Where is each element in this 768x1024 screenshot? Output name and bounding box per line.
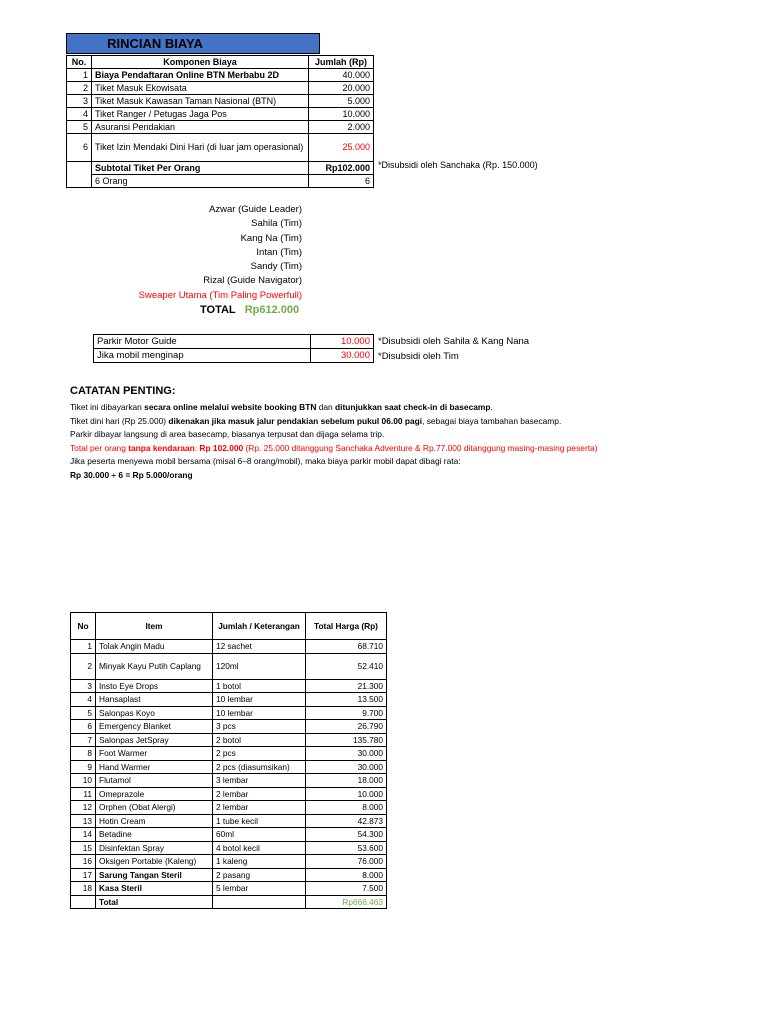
med-total-row: [71, 895, 387, 909]
med-row: [71, 640, 387, 654]
cost-row-no: 2: [67, 82, 92, 95]
med-row: [71, 733, 387, 747]
med-row-no: 6: [71, 720, 96, 734]
person-item: Sweaper Utama (Tim Paling Powerfull): [138, 289, 302, 301]
cost-row-amount: 2.000: [309, 121, 374, 134]
cost-row-amount: 25.000: [309, 134, 374, 162]
med-row: [71, 774, 387, 788]
cost-row-item: Asuransi Pendakian: [92, 121, 309, 134]
med-row-qty: 120ml: [213, 653, 306, 679]
med-row-no: 17: [71, 868, 96, 882]
med-row-no: 1: [71, 640, 96, 654]
med-row-no: 16: [71, 855, 96, 869]
med-row-no: 14: [71, 828, 96, 842]
med-row-price: 9.700: [306, 706, 387, 720]
people-count-value: 6: [309, 175, 374, 188]
parking-row: [94, 335, 374, 349]
note-text: dan: [316, 402, 336, 412]
subtotal-blank: [67, 162, 92, 188]
med-row-qty: 2 lembar: [213, 787, 306, 801]
note-line: [70, 442, 710, 456]
med-row-price: 68.710: [306, 640, 387, 654]
parking-note: *Disubsidi oleh Sahila & Kang Nana: [378, 336, 530, 347]
subtotal-value: Rp102.000: [309, 162, 374, 175]
med-row-no: 10: [71, 774, 96, 788]
med-row: [71, 706, 387, 720]
med-row-no: 12: [71, 801, 96, 815]
med-row-qty: 2 pcs (diasumsikan): [213, 760, 306, 774]
person-item: Azwar (Guide Leader): [209, 204, 302, 215]
cost-row-item: Tiket Izin Mendaki Dini Hari (di luar jam operasional): [92, 134, 309, 162]
med-row-price: 135.780: [306, 733, 387, 747]
cost-row-amount: 40.000: [309, 69, 374, 82]
med-row-qty: 3 lembar: [213, 774, 306, 788]
header-no: No.: [67, 56, 92, 69]
med-row: [71, 828, 387, 842]
note-text: (Rp. 25.000 ditanggung Sanchaka Adventure & Rp.77.000 ditanggung masing-masing peserta): [243, 442, 598, 453]
note-text: Total per orang: [70, 442, 129, 453]
notes-section: [70, 385, 710, 483]
cost-table: [66, 55, 374, 188]
page-title: RINCIAN BIAYA: [107, 36, 203, 51]
med-row: [71, 747, 387, 761]
note-line: Parkir dibayar langsung di area basecamp, biasanya terpusat dan dijaga selama trip.: [70, 429, 385, 440]
med-row-item: Disinfektan Spray: [96, 841, 213, 855]
note-bold: ditunjukkan saat check-in di basecamp: [335, 402, 491, 412]
parking-amount: 10.000: [311, 335, 374, 349]
med-row-price: 76.000: [306, 855, 387, 869]
med-row-item: Hansaplast: [96, 693, 213, 707]
med-row-item: Oksigen Portable (Kaleng): [96, 855, 213, 869]
med-row-price: 8.000: [306, 801, 387, 815]
med-row-item: Minyak Kayu Putih Caplang: [96, 653, 213, 679]
note-text: :: [194, 442, 200, 453]
med-row-item: Salonpas Koyo: [96, 706, 213, 720]
person-item: Kang Na (Tim): [240, 232, 302, 244]
note-line: Jika peserta menyewa mobil bersama (misal 6–8 orang/mobil), maka biaya parkir mobil dapat dibagi rata:: [70, 456, 461, 467]
cost-row-no: 3: [67, 95, 92, 108]
med-row: [71, 868, 387, 882]
cost-row: [67, 121, 374, 134]
cost-row-no: 5: [67, 121, 92, 134]
med-row-qty: 4 botol kecil: [213, 841, 306, 855]
title-bar: [66, 33, 320, 54]
med-row-price: 7.500: [306, 882, 387, 896]
med-row-item: Sarung Tangan Steril: [96, 868, 213, 882]
subsidy-note: *Disubsidi oleh Sanchaka (Rp. 150.000): [378, 160, 538, 170]
med-row-qty: 3 pcs: [213, 720, 306, 734]
med-row-price: 10.000: [306, 787, 387, 801]
cost-row-no: 6: [67, 134, 92, 162]
med-row-price: 30.000: [306, 760, 387, 774]
header-no: No: [71, 613, 96, 640]
person-item: Sahila (Tim): [251, 218, 302, 230]
cost-row: [67, 95, 374, 108]
note-text: .: [490, 402, 493, 412]
header-item: Item: [96, 613, 213, 640]
med-row-no: 15: [71, 841, 96, 855]
med-row-item: Flutamol: [96, 774, 213, 788]
med-row-qty: 2 botol: [213, 733, 306, 747]
header-total-harga: Total Harga (Rp): [306, 613, 387, 640]
cost-row-amount: 10.000: [309, 108, 374, 121]
med-row: [71, 841, 387, 855]
cost-row-no: 1: [67, 69, 92, 82]
med-row-item: Salonpas JetSpray: [96, 733, 213, 747]
med-row-price: 26.790: [306, 720, 387, 734]
cost-row-item: Biaya Pendaftaran Online BTN Merbabu 2D: [92, 69, 309, 82]
cost-row: [67, 134, 374, 162]
med-row: [71, 801, 387, 815]
med-row-item: Hotin Cream: [96, 814, 213, 828]
med-row-item: Foot Warmer: [96, 747, 213, 761]
cost-row-item: Tiket Masuk Kawasan Taman Nasional (BTN): [92, 95, 309, 108]
cost-row: [67, 108, 374, 121]
med-row: [71, 882, 387, 896]
med-row-no: 13: [71, 814, 96, 828]
med-table-body: [71, 640, 387, 896]
med-row-no: 8: [71, 747, 96, 761]
med-row-no: 4: [71, 693, 96, 707]
med-row-item: Emergency Blanket: [96, 720, 213, 734]
med-row-price: 52.410: [306, 653, 387, 679]
med-row-price: 42.873: [306, 814, 387, 828]
med-row-price: 30.000: [306, 747, 387, 761]
med-row: [71, 693, 387, 707]
parking-item: Parkir Motor Guide: [94, 335, 311, 349]
med-row: [71, 814, 387, 828]
med-row-no: 5: [71, 706, 96, 720]
person-item: Intan (Tim): [256, 246, 302, 258]
parking-note: *Disubsidi oleh Tim: [378, 351, 459, 362]
med-table: [70, 612, 387, 909]
note-bold: secara online melalui website booking BTN: [144, 402, 317, 412]
med-row-qty: 10 lembar: [213, 693, 306, 707]
med-total-blank: [213, 895, 306, 909]
med-row-no: 7: [71, 733, 96, 747]
med-row-qty: 2 pasang: [213, 868, 306, 882]
med-row: [71, 653, 387, 679]
med-total-label: Total: [96, 895, 213, 909]
parking-amount: 30.000: [311, 349, 374, 363]
parking-item: Jika mobil menginap: [94, 349, 311, 363]
parking-row: [94, 349, 374, 363]
med-row-price: 53.600: [306, 841, 387, 855]
cost-row: [67, 69, 374, 82]
med-row: [71, 679, 387, 693]
note-text: Tiket dini hari (Rp 25.000): [70, 415, 169, 426]
notes-heading: CATATAN PENTING:: [70, 385, 176, 397]
med-row-item: Tolak Angin Madu: [96, 640, 213, 654]
header-komponen: Komponen Biaya: [92, 56, 309, 69]
note-text: Tiket ini dibayarkan: [70, 402, 145, 412]
med-row-no: 18: [71, 882, 96, 896]
cost-row: [67, 82, 374, 95]
med-row-item: Orphen (Obat Alergi): [96, 801, 213, 815]
header-jumlah: Jumlah (Rp): [309, 56, 374, 69]
med-row-qty: 5 lembar: [213, 882, 306, 896]
med-row-price: 18.000: [306, 774, 387, 788]
parking-table: [93, 334, 374, 363]
med-row-price: 13.500: [306, 693, 387, 707]
med-row-price: 8.000: [306, 868, 387, 882]
med-row-qty: 1 tube kecil: [213, 814, 306, 828]
med-row-qty: 2 lembar: [213, 801, 306, 815]
med-row-qty: 2 pcs: [213, 747, 306, 761]
med-row-no: 11: [71, 787, 96, 801]
med-row-item: Kasa Steril: [96, 882, 213, 896]
header-jumlah: Jumlah / Keterangan: [213, 613, 306, 640]
total-value: Rp612.000: [244, 304, 300, 316]
cost-row-item: Tiket Ranger / Petugas Jaga Pos: [92, 108, 309, 121]
total-label: TOTAL: [200, 304, 236, 316]
med-row-qty: 1 kaleng: [213, 855, 306, 869]
med-total-value: Rp666.463: [306, 895, 387, 909]
person-item: Rizal (Guide Navigator): [203, 275, 302, 287]
note-bold: tanpa kendaraan: [128, 442, 195, 453]
med-row-item: Omeprazole: [96, 787, 213, 801]
med-row-qty: 12 sachet: [213, 640, 306, 654]
med-row: [71, 720, 387, 734]
note-text: , sebagai biaya tambahan basecamp.: [422, 415, 562, 426]
med-row-no: 9: [71, 760, 96, 774]
note-bold: Rp 102.000: [199, 442, 244, 453]
note-line: [70, 401, 710, 415]
person-item: Sandy (Tim): [250, 261, 302, 273]
total-row: [200, 304, 299, 316]
med-row-item: Betadine: [96, 828, 213, 842]
med-row: [71, 787, 387, 801]
med-table-header: [71, 613, 387, 640]
med-row-no: 3: [71, 679, 96, 693]
med-row: [71, 855, 387, 869]
note-line: Rp 30.000 ÷ 6 = Rp 5.000/orang: [70, 469, 193, 480]
cost-row-amount: 20.000: [309, 82, 374, 95]
note-line: [70, 415, 710, 429]
cost-row-no: 4: [67, 108, 92, 121]
people-count-label: 6 Orang: [92, 175, 309, 188]
med-row-no: 2: [71, 653, 96, 679]
med-row-qty: 10 lembar: [213, 706, 306, 720]
subtotal-label: Subtotal Tiket Per Orang: [92, 162, 309, 175]
med-row-qty: 1 botol: [213, 679, 306, 693]
subtotal-row: [67, 162, 374, 175]
cost-row-amount: 5.000: [309, 95, 374, 108]
people-count-row: [67, 175, 374, 188]
people-list: [66, 203, 302, 303]
med-row-item: Insto Eye Drops: [96, 679, 213, 693]
med-row-price: 21.300: [306, 679, 387, 693]
cost-table-header: [67, 56, 374, 69]
med-row-qty: 60ml: [213, 828, 306, 842]
med-row: [71, 760, 387, 774]
med-total-blank: [71, 895, 96, 909]
cost-row-item: Tiket Masuk Ekowisata: [92, 82, 309, 95]
med-row-item: Hand Warmer: [96, 760, 213, 774]
med-row-price: 54.300: [306, 828, 387, 842]
note-bold: dikenakan jika masuk jalur pendakian sebelum pukul 06.00 pagi: [168, 415, 423, 426]
